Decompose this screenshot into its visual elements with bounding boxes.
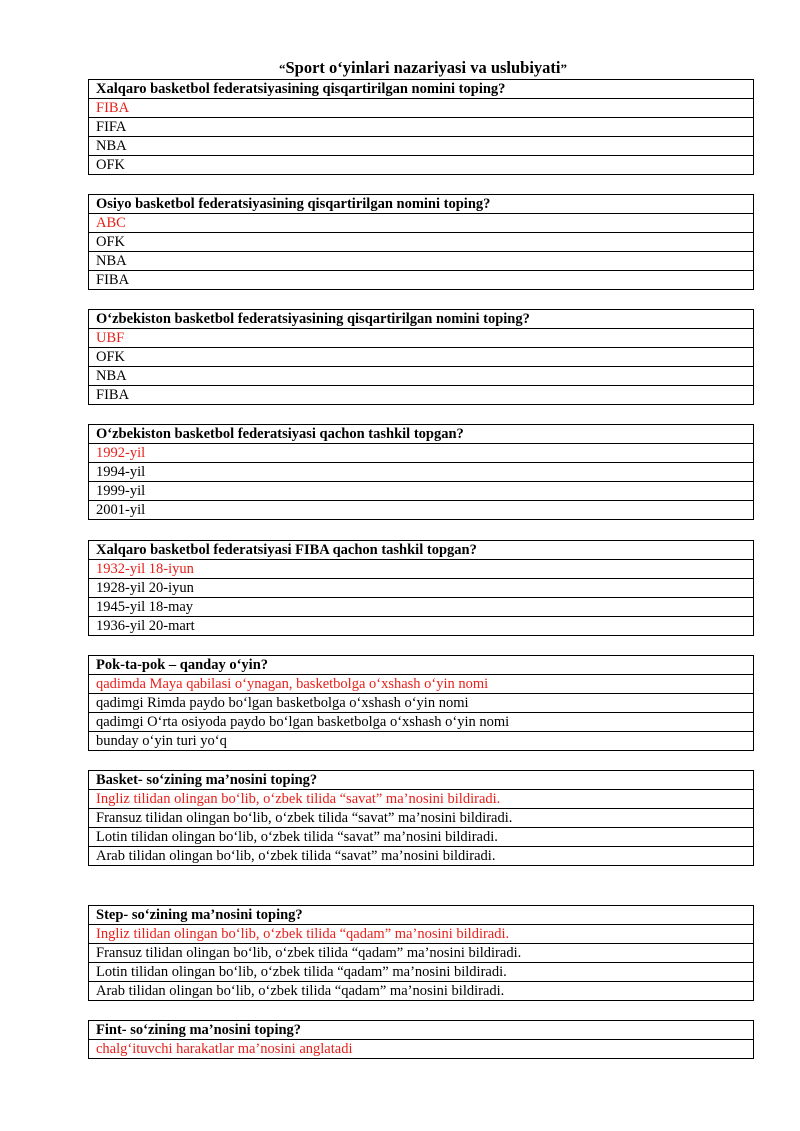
question-text: Basket- so‘zining ma’nosini toping? bbox=[89, 771, 754, 790]
answer-option: FIBA bbox=[89, 271, 754, 290]
question-text: O‘zbekiston basketbol federatsiyasi qachon tashkil topgan? bbox=[89, 425, 754, 444]
document-title bbox=[0, 57, 800, 80]
correct-answer-option: chalg‘ituvchi harakatlar ma’nosini anglatadi bbox=[89, 1040, 754, 1059]
answer-option: qadimgi Rimda paydo bo‘lgan basketbolga o‘xshash o‘yin nomi bbox=[89, 694, 754, 713]
answer-option: 1928-yil 20-iyun bbox=[89, 579, 754, 598]
answer-option: Fransuz tilidan olingan bo‘lib, o‘zbek tilida “qadam” ma’nosini bildiradi. bbox=[89, 944, 754, 963]
correct-answer-option: Ingliz tilidan olingan bo‘lib, o‘zbek tilida “savat” ma’nosini bildiradi. bbox=[89, 790, 754, 809]
question-block bbox=[88, 540, 754, 636]
answer-option: 1994-yil bbox=[89, 463, 754, 482]
question-block bbox=[88, 905, 754, 1001]
answer-option: Fransuz tilidan olingan bo‘lib, o‘zbek tilida “savat” ma’nosini bildiradi. bbox=[89, 809, 754, 828]
correct-answer-option: UBF bbox=[89, 329, 754, 348]
question-text: Step- so‘zining ma’nosini toping? bbox=[89, 906, 754, 925]
answer-option: 1936-yil 20-mart bbox=[89, 617, 754, 636]
answer-option: bunday o‘yin turi yo‘q bbox=[89, 732, 754, 751]
correct-answer-option: qadimda Maya qabilasi o‘ynagan, basketbolga o‘xshash o‘yin nomi bbox=[89, 675, 754, 694]
answer-option: 1999-yil bbox=[89, 482, 754, 501]
title-text: Sport o‘yinlari nazariyasi va uslubiyati bbox=[285, 58, 561, 77]
question-text: Xalqaro basketbol federatsiyasi FIBA qachon tashkil topgan? bbox=[89, 541, 754, 560]
correct-answer-option: 1932-yil 18-iyun bbox=[89, 560, 754, 579]
question-text: Osiyo basketbol federatsiyasining qisqartirilgan nomini toping? bbox=[89, 195, 754, 214]
correct-answer-option: FIBA bbox=[89, 99, 754, 118]
question-block bbox=[88, 309, 754, 405]
question-text: Pok-ta-pok – qanday o‘yin? bbox=[89, 656, 754, 675]
answer-option: qadimgi O‘rta osiyoda paydo bo‘lgan basketbolga o‘xshash o‘yin nomi bbox=[89, 713, 754, 732]
answer-option: OFK bbox=[89, 156, 754, 175]
question-block bbox=[88, 655, 754, 751]
answer-option: Arab tilidan olingan bo‘lib, o‘zbek tilida “qadam” ma’nosini bildiradi. bbox=[89, 982, 754, 1001]
answer-option: OFK bbox=[89, 233, 754, 252]
answer-option: NBA bbox=[89, 252, 754, 271]
answer-option: OFK bbox=[89, 348, 754, 367]
question-block bbox=[88, 194, 754, 290]
question-text: O‘zbekiston basketbol federatsiyasining qisqartirilgan nomini toping? bbox=[89, 310, 754, 329]
answer-option: FIFA bbox=[89, 118, 754, 137]
correct-answer-option: 1992-yil bbox=[89, 444, 754, 463]
question-block bbox=[88, 79, 754, 175]
correct-answer-option: Ingliz tilidan olingan bo‘lib, o‘zbek tilida “qadam” ma’nosini bildiradi. bbox=[89, 925, 754, 944]
answer-option: Lotin tilidan olingan bo‘lib, o‘zbek tilida “qadam” ma’nosini bildiradi. bbox=[89, 963, 754, 982]
answer-option: Lotin tilidan olingan bo‘lib, o‘zbek tilida “savat” ma’nosini bildiradi. bbox=[89, 828, 754, 847]
correct-answer-option: ABC bbox=[89, 214, 754, 233]
question-block bbox=[88, 424, 754, 520]
answer-option: NBA bbox=[89, 367, 754, 386]
title-open-quote: “ bbox=[278, 61, 286, 76]
question-block bbox=[88, 770, 754, 866]
title-close-quote: ” bbox=[560, 61, 568, 76]
question-block bbox=[88, 1020, 754, 1059]
answer-option: NBA bbox=[89, 137, 754, 156]
answer-option: 2001-yil bbox=[89, 501, 754, 520]
answer-option: Arab tilidan olingan bo‘lib, o‘zbek tilida “savat” ma’nosini bildiradi. bbox=[89, 847, 754, 866]
answer-option: FIBA bbox=[89, 386, 754, 405]
question-text: Xalqaro basketbol federatsiyasining qisqartirilgan nomini toping? bbox=[89, 80, 754, 99]
question-text: Fint- so‘zining ma’nosini toping? bbox=[89, 1021, 754, 1040]
answer-option: 1945-yil 18-may bbox=[89, 598, 754, 617]
